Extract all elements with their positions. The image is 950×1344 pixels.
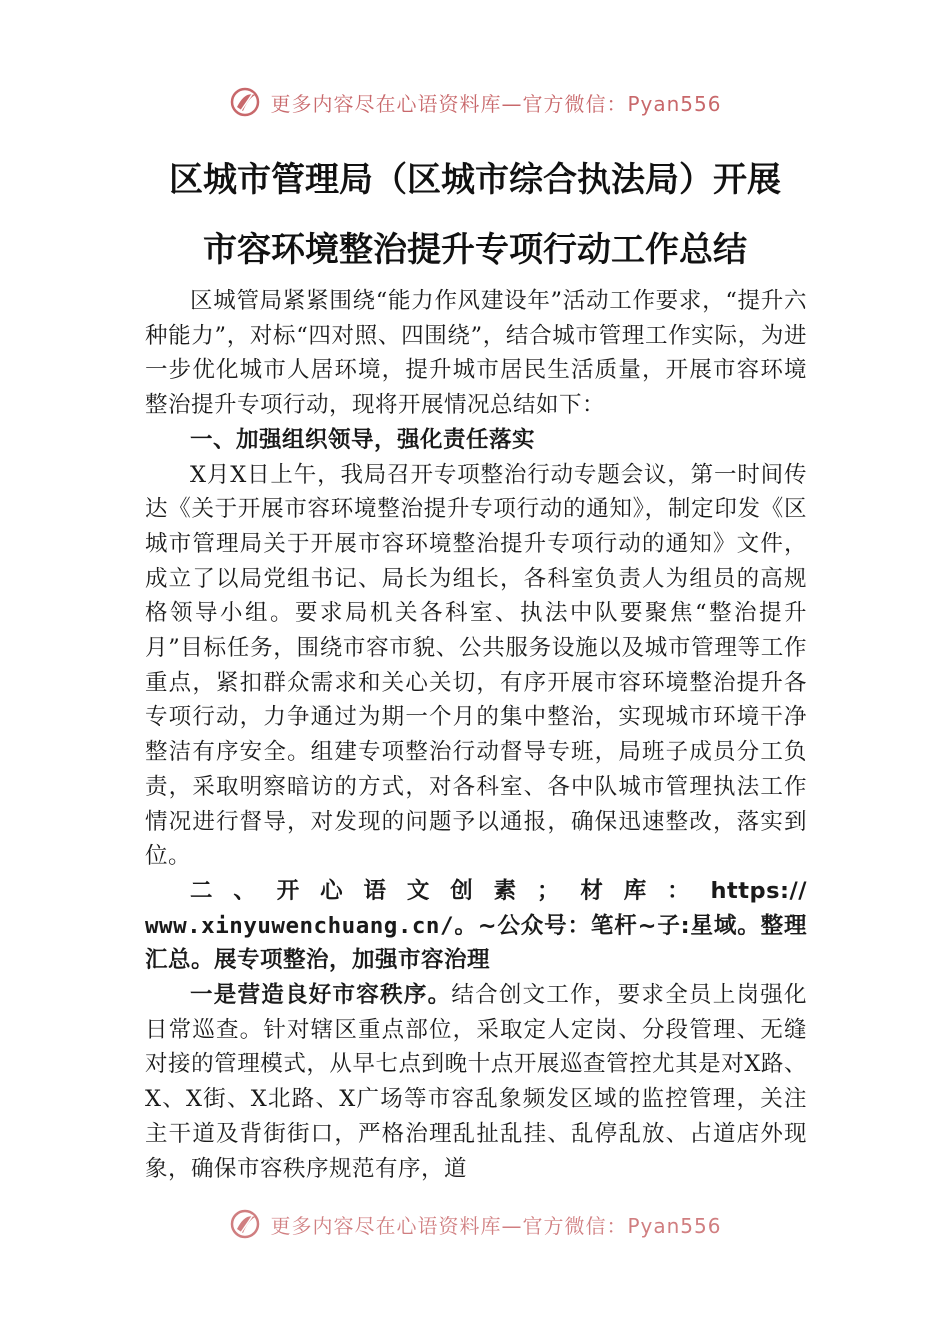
watermark-logo-icon: [228, 1207, 262, 1241]
section-2-text: 结合创文工作，要求全员上岗强化日常巡查。针对辖区重点部位，采取定人定岗、分段管理、无缝对接的管理模式，从早七点到晚十点开展巡查管控尤其是对X路、X、X街、X北路、X广场等市容乱象频发区域的监控管理，关注主干道及背街街口，严格治理乱扯乱挂、乱停乱放、占道店外现象，确保市容秩序规范有序，道: [145, 982, 807, 1182]
section-heading-2-part-a: 二、开心语文创素；材库：https://: [190, 877, 807, 904]
section-1-paragraph: X月X日上午，我局召开专项整治行动专题会议，第一时间传达《关于开展市容环境整治提升专项行动的通知》，制定印发《区城市管理局关于开展市容环境整治提升专项行动的通知》文件，成立了以局党组书记、局长为组长，各科室负责人为组员的高规格领导小组。要求局机关各科室、执法中队要聚焦“整治提升月”目标任务，围绕市容市貌、公共服务设施以及城市管理等工作重点，紧扣群众需求和关心关切，有序开展市容环境整治提升各专项行动，力争通过为期一个月的集中整治，实现城市环境干净整洁有序安全。组建专项整治行动督导专班，局班子成员分工负责，采取明察暗访的方式，对各科室、各中队城市管理执法工作情况进行督导，对发现的问题予以通报，确保迅速整改，落实到位。: [145, 461, 807, 870]
document-title-line2: 市容环境整治提升专项行动工作总结: [203, 230, 747, 270]
watermark-footer: [0, 1204, 950, 1244]
watermark-header: [0, 82, 950, 122]
section-heading-1: 一、加强组织领导，强化责任落实: [190, 426, 536, 453]
document-body: [145, 284, 807, 1186]
section-2-lead: 一是营造良好市容秩序。: [190, 982, 452, 1009]
section-2-paragraph: [145, 978, 807, 1186]
section-heading-2-part-c: 。~公众号：笔杆~子:星域。整理汇总。展专项整治，加强市容治理: [145, 912, 807, 974]
section-heading-2-url: www.xinyuwenchuang.cn/: [145, 912, 455, 939]
document-title-line1: 区城市管理局（区城市综合执法局）开展: [169, 160, 781, 200]
watermark-text: 更多内容尽在心语资料库—官方微信：Pyan556: [270, 91, 722, 116]
watermark-text: 更多内容尽在心语资料库—官方微信：Pyan556: [270, 1213, 722, 1238]
watermark-logo-icon: [228, 85, 262, 119]
section-heading-2-line1: [145, 874, 807, 909]
intro-paragraph: 区城管局紧紧围绕“能力作风建设年”活动工作要求，“提升六种能力”，对标“四对照、四围绕”，结合城市管理工作实际，为进一步优化城市人居环境，提升城市居民生活质量，开展市容环境整治提升专项行动，现将开展情况总结如下：: [145, 288, 807, 419]
section-heading-2-line2: [145, 909, 807, 978]
